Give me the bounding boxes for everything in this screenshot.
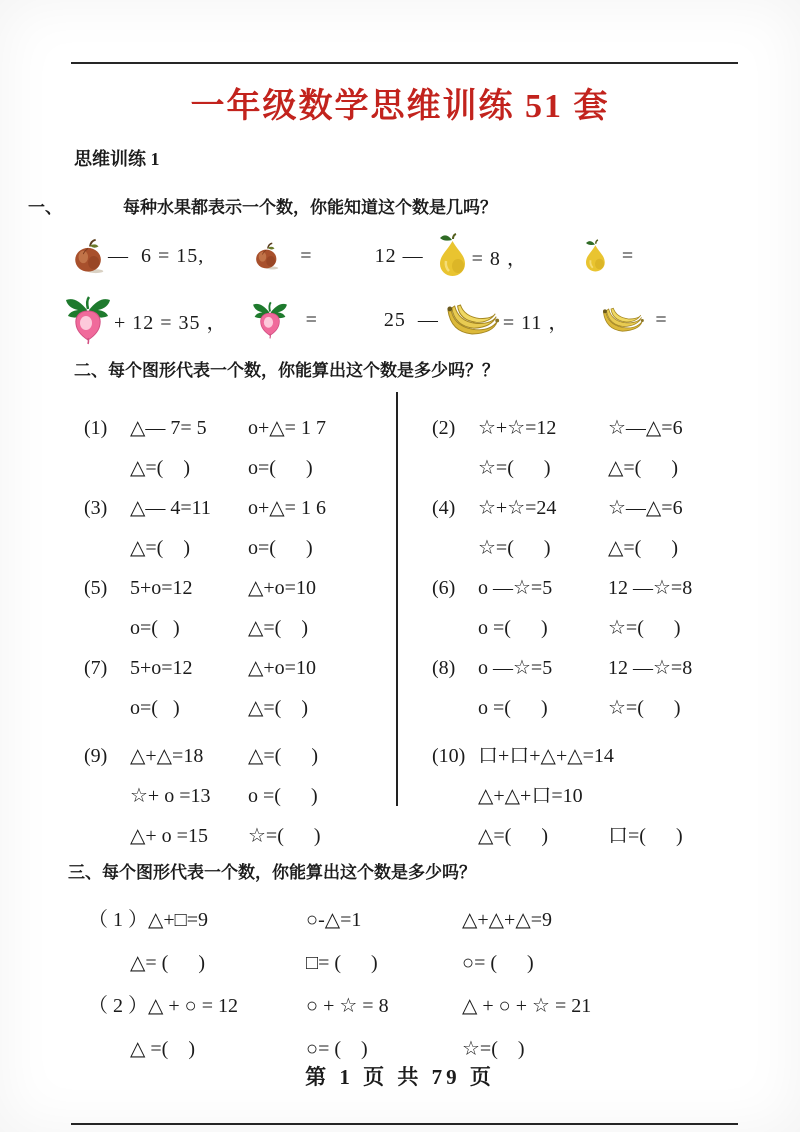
problem-line (432, 816, 764, 856)
equation-text: = (305, 308, 318, 331)
apple-image (252, 241, 282, 271)
equation-text: △+△=18 (130, 745, 204, 767)
problem-line (84, 776, 396, 816)
equation-text: △=( ) (608, 537, 678, 559)
problem-line (432, 688, 764, 728)
banana-image (445, 302, 503, 339)
answer-blank: ☆=( ) (462, 1038, 525, 1060)
problem-item (432, 568, 764, 648)
section-one-text: 每种水果都表示一个数，你能知道这个数是几吗？ (123, 198, 497, 217)
problem-line (84, 816, 396, 856)
equation-text: △+△+△=9 (462, 909, 552, 931)
equation-text: ☆+☆=24 (478, 497, 557, 519)
problem-number: （ 2 ） (88, 995, 148, 1017)
problem-number: (1) (84, 417, 108, 439)
page-footer: 第 1 页 共 79 页 (305, 1065, 495, 1089)
problem-indent (84, 528, 130, 568)
problem-number: (4) (432, 497, 456, 519)
pear-image (432, 233, 472, 279)
equation-text: △=( ) (130, 457, 190, 479)
problem-item (84, 408, 396, 488)
equation-text: △=( ) (248, 617, 308, 639)
equation-text: — 6 = 15, (108, 244, 205, 267)
equation-text: o =( ) (478, 697, 548, 719)
problems-left-column (84, 408, 396, 861)
problem-number: （ 1 ） (88, 909, 148, 931)
equation-text: 口=( ) (608, 825, 683, 847)
problem-line (432, 528, 764, 568)
equation-text: ☆+ o =13 (130, 785, 211, 807)
equation-text: o+△= 1 6 (248, 497, 326, 519)
problem-line (432, 648, 764, 688)
problem-indent (432, 528, 478, 568)
answer-blank: △ =( ) (130, 1038, 195, 1060)
problem-indent (84, 448, 130, 488)
problems-right-column (396, 408, 764, 861)
problem-indent (84, 688, 130, 728)
problem-number: (5) (84, 577, 108, 599)
equation-text: △=( ) (248, 745, 318, 767)
equation-text: △+△+口=10 (478, 785, 583, 807)
shape-problems-grid (84, 408, 764, 861)
header-rule (71, 62, 738, 64)
problem-item (432, 648, 764, 728)
problem-number: (6) (432, 577, 456, 599)
equation-text: o —☆=5 (478, 657, 553, 679)
problem-line (84, 488, 396, 528)
equation-text: △— 7= 5 (130, 417, 207, 439)
pear-image (580, 239, 610, 274)
problem-number: (10) (432, 745, 466, 767)
equation-text: o+△= 1 7 (248, 417, 326, 439)
answer-blank: ○= ( ) (462, 952, 534, 974)
equation-text: △— 4=11 (130, 497, 211, 519)
equation-text: △=( ) (130, 537, 190, 559)
equation-text: △=( ) (248, 697, 308, 719)
problem-number-and-equation (88, 899, 306, 942)
equation-text: 25 — (383, 308, 439, 331)
problem-line (84, 408, 396, 448)
equation-text: ○ + ☆ = 8 (306, 995, 389, 1017)
problem-line (0, 985, 800, 1028)
equation-text: △ + ○ + ☆ = 21 (462, 995, 592, 1017)
footer-rule (71, 1123, 738, 1125)
equation-text: ☆=( ) (608, 617, 681, 639)
equation-text: 5+o=12 (130, 657, 193, 679)
section-three-heading: 三、每个图形代表一个数，你能算出这个数是多少吗？ (68, 863, 476, 882)
problem-line (432, 448, 764, 488)
problem-item (432, 488, 764, 568)
problem-line (84, 608, 396, 648)
equation-text: 12 —☆=8 (608, 577, 693, 599)
equation-text: ☆=( ) (608, 697, 681, 719)
worksheet-label: 思维训练 1 (74, 149, 160, 169)
equation-text: = (621, 244, 635, 267)
answer-blank: △= ( ) (130, 952, 205, 974)
equation-text: = 11 ， (502, 311, 570, 334)
fruit-equation-row (0, 228, 800, 284)
problem-number: (3) (84, 497, 108, 519)
problem-number: (8) (432, 657, 456, 679)
answer-line (0, 942, 800, 985)
problem-line (84, 648, 396, 688)
fruit-equation-row (0, 292, 800, 348)
section-one-marker: 一、 (28, 198, 62, 217)
equation-text: o —☆=5 (478, 577, 553, 599)
problem-line (84, 688, 396, 728)
section-one-heading (28, 193, 497, 218)
problem-line (84, 568, 396, 608)
radish-image (62, 294, 114, 346)
problem-line (84, 528, 396, 568)
fruit-equations (0, 228, 800, 348)
equation-text: 12 — (374, 244, 424, 267)
problem-item (432, 408, 764, 488)
problem-indent (84, 776, 130, 816)
problem-indent (84, 608, 130, 648)
equation-text: △+□=9 (148, 909, 209, 931)
equation-text: △ + ○ = 12 (148, 995, 239, 1017)
section-three-problems (0, 899, 800, 1071)
problem-number-and-equation (88, 985, 306, 1028)
equation-text: + 12 = 35 ， (114, 311, 228, 334)
problem-number: (7) (84, 657, 108, 679)
equation-text: ☆—△=6 (608, 417, 683, 439)
equation-text: o=( ) (248, 457, 313, 479)
equation-text: △=( ) (608, 457, 678, 479)
equation-text: ☆=( ) (478, 537, 551, 559)
page-title: 一年级数学思维训练 51 套 (190, 88, 610, 125)
problem-item (84, 736, 396, 861)
column-divider (396, 392, 398, 806)
problem-item (84, 568, 396, 648)
equation-text: = 8 ， (471, 247, 528, 270)
problem-indent (432, 776, 478, 816)
equation-text: △=( ) (478, 825, 548, 847)
equation-text: o =( ) (478, 617, 548, 639)
equation-text: o =( ) (248, 785, 318, 807)
answer-blank: □= ( ) (306, 952, 378, 974)
equation-text: = (300, 244, 313, 267)
banana-image (601, 306, 647, 335)
equation-text: 口+口+△+△=14 (478, 745, 614, 767)
equation-text: 5+o=12 (130, 577, 193, 599)
equation-text: 12 —☆=8 (608, 657, 693, 679)
equation-text: = (655, 308, 668, 331)
section-two-heading: 二、每个图形代表一个数，你能算出这个数是多少吗？？ (74, 361, 499, 380)
problem-indent (432, 816, 478, 856)
problem-indent (432, 688, 478, 728)
equation-text: △+o=10 (248, 577, 316, 599)
equation-text: △+o=10 (248, 657, 316, 679)
problem-item (84, 648, 396, 728)
problem-indent (432, 448, 478, 488)
equation-text: o=( ) (248, 537, 313, 559)
equation-text: △+ o =15 (130, 825, 208, 847)
equation-text: ☆=( ) (248, 825, 321, 847)
problem-line (432, 776, 764, 816)
problem-item (84, 488, 396, 568)
problem-line (0, 899, 800, 942)
problem-line (84, 448, 396, 488)
problem-item (432, 736, 764, 861)
problem-line (432, 736, 764, 776)
problem-line (432, 408, 764, 448)
problem-line (432, 568, 764, 608)
radish-image (250, 300, 290, 340)
problem-line (432, 488, 764, 528)
equation-text: ☆+☆=12 (478, 417, 557, 439)
problem-indent (84, 816, 130, 856)
answer-blank: ○= ( ) (306, 1038, 368, 1060)
equation-text: o=( ) (130, 697, 180, 719)
equation-text: ☆—△=6 (608, 497, 683, 519)
apple-image (70, 237, 108, 275)
problem-line (84, 736, 396, 776)
equation-text: o=( ) (130, 617, 180, 639)
problem-number: (9) (84, 745, 108, 767)
equation-text: ○-△=1 (306, 909, 362, 931)
problem-number: (2) (432, 417, 456, 439)
equation-text: ☆=( ) (478, 457, 551, 479)
problem-indent (432, 608, 478, 648)
problem-line (432, 608, 764, 648)
